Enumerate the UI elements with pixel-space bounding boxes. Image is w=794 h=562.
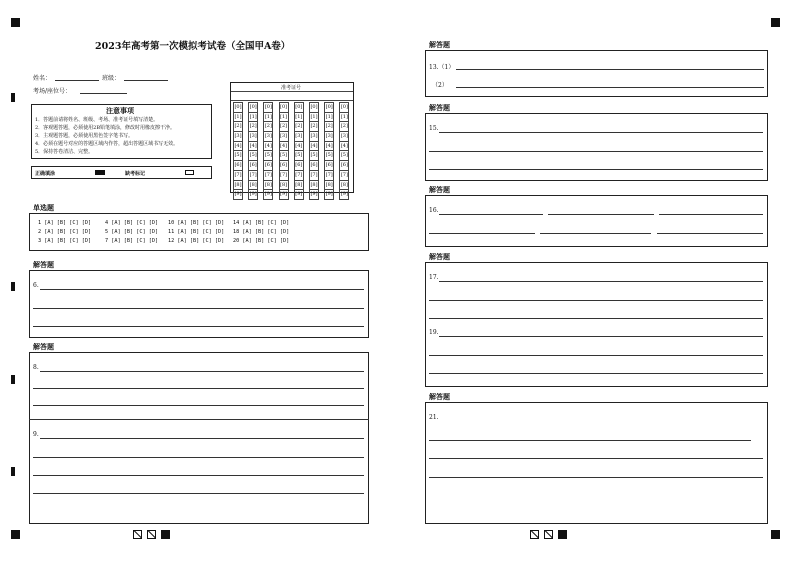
exam-id-digit-bubble[interactable]: [7]	[233, 170, 243, 181]
answer-line[interactable]	[33, 388, 364, 389]
exam-id-digit-bubble[interactable]: [1]	[263, 112, 273, 123]
question-number: 17.	[429, 274, 439, 281]
exam-id-digit-bubble[interactable]: [3]	[263, 131, 273, 142]
page-mark-fill	[161, 530, 170, 539]
mc-question[interactable]: 1 [A] [B] [C] [D]	[38, 220, 92, 226]
timing-mark	[11, 467, 15, 476]
exam-id-digit-bubble[interactable]: [5]	[324, 150, 334, 161]
answer-line[interactable]	[33, 457, 364, 458]
exam-id-column	[279, 102, 289, 199]
exam-id-digit-bubble[interactable]: [9]	[263, 189, 273, 200]
exam-id-digit-bubble[interactable]: [4]	[233, 141, 243, 152]
exam-id-digit-bubble[interactable]: [6]	[248, 160, 258, 171]
exam-id-digit-bubble[interactable]: [4]	[294, 141, 304, 152]
notice-item: 4．必须在题号对应的答题区域内作答，超出答题区域书写无效。	[35, 141, 179, 147]
exam-id-digit-bubble[interactable]: [6]	[263, 160, 273, 171]
exam-id-digit-bubble[interactable]: [0]	[279, 102, 289, 113]
fill-legend	[31, 166, 212, 179]
mc-question[interactable]: 3 [A] [B] [C] [D]	[38, 238, 92, 244]
name-label: 姓名：	[33, 75, 52, 82]
answer-line[interactable]	[429, 355, 763, 356]
exam-id-digit-bubble[interactable]: [3]	[248, 131, 258, 142]
exam-id-digit-bubble[interactable]: [6]	[339, 160, 349, 171]
exam-id-digit-bubble[interactable]: [6]	[309, 160, 319, 171]
answer-line[interactable]	[40, 438, 364, 439]
exam-id-digit-bubble[interactable]: [9]	[324, 189, 334, 200]
exam-id-digit-bubble[interactable]: [5]	[279, 150, 289, 161]
section-label: 解答题	[429, 253, 450, 261]
exam-id-digit-bubble[interactable]: [4]	[339, 141, 349, 152]
exam-id-digit-bubble[interactable]: [5]	[263, 150, 273, 161]
corner-mark-br	[771, 530, 780, 539]
exam-id-digit-bubble[interactable]: [1]	[339, 112, 349, 123]
exam-id-digit-bubble[interactable]: [8]	[279, 180, 289, 191]
answer-box-q13	[425, 50, 768, 97]
exam-id-digit-bubble[interactable]: [0]	[263, 102, 273, 113]
exam-id-digit-bubble[interactable]: [8]	[233, 180, 243, 191]
exam-id-digit-bubble[interactable]: [4]	[324, 141, 334, 152]
exam-id-digit-bubble[interactable]: [1]	[294, 112, 304, 123]
page-mark-slash	[544, 530, 553, 539]
exam-id-digit-bubble[interactable]: [5]	[294, 150, 304, 161]
seat-label: 考场/座位号：	[33, 88, 72, 95]
answer-line[interactable]	[33, 308, 364, 309]
mc-question[interactable]: 14 [A] [B] [C] [D]	[233, 220, 290, 226]
exam-id-digit-bubble[interactable]: [8]	[263, 180, 273, 191]
exam-id-grid	[230, 82, 354, 198]
exam-id-digit-bubble[interactable]: [1]	[233, 112, 243, 123]
question-number: 8.	[33, 364, 39, 371]
exam-id-column	[309, 102, 319, 199]
answer-box-q15	[425, 113, 768, 181]
answer-line[interactable]	[33, 493, 364, 494]
mc-question[interactable]: 7 [A] [B] [C] [D]	[105, 238, 159, 244]
exam-id-digit-bubble[interactable]: [9]	[248, 189, 258, 200]
answer-line[interactable]	[439, 132, 763, 133]
seat-field[interactable]	[80, 93, 127, 94]
answer-line[interactable]	[33, 326, 364, 327]
exam-id-digit-bubble[interactable]: [4]	[248, 141, 258, 152]
exam-id-digit-bubble[interactable]: [3]	[309, 131, 319, 142]
answer-line[interactable]	[456, 87, 764, 88]
exam-id-label: 准考证号	[281, 85, 302, 91]
answer-line[interactable]	[429, 151, 763, 152]
exam-id-digit-bubble[interactable]: [8]	[294, 180, 304, 191]
exam-id-digit-bubble[interactable]: [7]	[279, 170, 289, 181]
section-label: 解答题	[429, 393, 450, 401]
question-number: 21.	[429, 414, 439, 421]
exam-id-digit-bubble[interactable]: [3]	[279, 131, 289, 142]
class-label: 班级：	[102, 75, 121, 82]
mc-question[interactable]: 10 [A] [B] [C] [D]	[168, 220, 225, 226]
answer-line[interactable]	[429, 477, 763, 478]
answer-line[interactable]	[657, 233, 763, 234]
answer-box-q8-q9	[29, 352, 369, 524]
exam-id-digit-bubble[interactable]: [7]	[324, 170, 334, 181]
mc-box	[29, 213, 369, 251]
answer-line[interactable]	[540, 233, 651, 234]
page-title: 2023年高考第一次模拟考试卷（全国甲A卷）	[95, 41, 291, 52]
exam-id-column	[294, 102, 304, 199]
answer-line[interactable]	[548, 214, 654, 215]
exam-id-column	[339, 102, 349, 199]
section-label: 解答题	[33, 261, 54, 269]
exam-id-digit-bubble[interactable]: [9]	[309, 189, 319, 200]
exam-id-digit-bubble[interactable]: [6]	[294, 160, 304, 171]
section-label: 解答题	[429, 41, 450, 49]
exam-id-digit-bubble[interactable]: [2]	[279, 121, 289, 132]
mc-question[interactable]: 4 [A] [B] [C] [D]	[105, 220, 159, 226]
answer-line[interactable]	[40, 371, 364, 372]
timing-mark	[11, 93, 15, 102]
corner-mark-bl	[11, 530, 20, 539]
exam-id-digit-bubble[interactable]: [5]	[248, 150, 258, 161]
exam-id-digit-bubble[interactable]: [0]	[233, 102, 243, 113]
answer-line[interactable]	[429, 373, 763, 374]
page-mark-slash	[147, 530, 156, 539]
exam-id-column	[324, 102, 334, 199]
exam-id-digit-bubble[interactable]: [4]	[309, 141, 319, 152]
question-number: 16.	[429, 207, 439, 214]
exam-id-digit-bubble[interactable]: [3]	[294, 131, 304, 142]
notice-item: 3．主观题答题，必须使用黑色签字笔书写。	[35, 133, 134, 139]
answer-line[interactable]	[456, 69, 764, 70]
mc-question[interactable]: 20 [A] [B] [C] [D]	[233, 238, 290, 244]
absent-mark-label: 缺考标记	[125, 171, 146, 177]
exam-id-digit-bubble[interactable]: [2]	[263, 121, 273, 132]
exam-id-digit-bubble[interactable]: [6]	[279, 160, 289, 171]
exam-id-digit-bubble[interactable]: [2]	[233, 121, 243, 132]
section-label: 解答题	[33, 343, 54, 351]
exam-id-digit-bubble[interactable]: [7]	[263, 170, 273, 181]
answer-box-q16	[425, 195, 768, 247]
section-divider	[29, 419, 369, 420]
exam-id-digit-bubble[interactable]: [2]	[324, 121, 334, 132]
exam-id-digit-bubble[interactable]: [9]	[294, 189, 304, 200]
answer-line[interactable]	[439, 336, 763, 337]
answer-line[interactable]	[439, 281, 763, 282]
page-mark-fill	[558, 530, 567, 539]
answer-line[interactable]	[429, 169, 763, 170]
exam-id-digit-bubble[interactable]: [8]	[309, 180, 319, 191]
question-number: 13.（1）	[429, 64, 455, 71]
exam-id-digit-bubble[interactable]: [2]	[248, 121, 258, 132]
exam-id-digit-bubble[interactable]: [0]	[339, 102, 349, 113]
exam-id-digit-bubble[interactable]: [5]	[309, 150, 319, 161]
answer-box-q6	[29, 270, 369, 338]
notice-item: 1．答题前请将姓名、班级、考场、准考证号填写清楚。	[35, 117, 159, 123]
notice-box	[31, 104, 212, 159]
question-number: 15.	[429, 125, 439, 132]
notice-item: 5．保持答卷清洁、完整。	[35, 149, 94, 155]
exam-id-digit-bubble[interactable]: [9]	[339, 189, 349, 200]
exam-id-digit-bubble[interactable]: [3]	[324, 131, 334, 142]
answer-line[interactable]	[659, 214, 763, 215]
exam-id-digit-bubble[interactable]: [2]	[339, 121, 349, 132]
mc-question[interactable]: 2 [A] [B] [C] [D]	[38, 229, 92, 235]
exam-id-digit-bubble[interactable]: [2]	[294, 121, 304, 132]
exam-id-digit-bubble[interactable]: [9]	[279, 189, 289, 200]
answer-line[interactable]	[429, 440, 751, 441]
exam-id-digit-bubble[interactable]: [0]	[294, 102, 304, 113]
exam-id-digit-bubble[interactable]: [7]	[294, 170, 304, 181]
exam-id-digit-bubble[interactable]: [7]	[309, 170, 319, 181]
answer-line[interactable]	[429, 318, 763, 319]
question-number: （2）	[432, 82, 448, 89]
mc-section-label: 单选题	[33, 204, 54, 212]
correct-fill-label: 正确填涂	[35, 171, 56, 177]
answer-box-q21	[425, 402, 768, 524]
exam-id-digit-bubble[interactable]: [0]	[324, 102, 334, 113]
notice-title: 注意事项	[106, 106, 134, 115]
exam-id-digit-bubble[interactable]: [3]	[233, 131, 243, 142]
absent-mark-box[interactable]	[185, 170, 194, 175]
exam-id-digit-bubble[interactable]: [1]	[279, 112, 289, 123]
exam-id-digit-bubble[interactable]: [6]	[233, 160, 243, 171]
timing-mark	[11, 375, 15, 384]
mc-question[interactable]: 11 [A] [B] [C] [D]	[168, 229, 225, 235]
exam-id-digit-bubble[interactable]: [5]	[339, 150, 349, 161]
mc-question[interactable]: 5 [A] [B] [C] [D]	[105, 229, 159, 235]
exam-id-digit-bubble[interactable]: [2]	[309, 121, 319, 132]
exam-id-digit-bubble[interactable]: [9]	[233, 189, 243, 200]
section-label: 解答题	[429, 104, 450, 112]
corner-mark-tl	[11, 18, 20, 27]
answer-box-q17-q19	[425, 262, 768, 387]
question-number: 9.	[33, 431, 39, 438]
exam-id-column	[248, 102, 258, 199]
mc-question[interactable]: 12 [A] [B] [C] [D]	[168, 238, 225, 244]
answer-line[interactable]	[429, 233, 535, 234]
exam-id-digit-bubble[interactable]: [6]	[324, 160, 334, 171]
exam-id-digit-bubble[interactable]: [7]	[248, 170, 258, 181]
answer-line[interactable]	[429, 300, 763, 301]
exam-id-digit-bubble[interactable]: [1]	[248, 112, 258, 123]
exam-id-digit-bubble[interactable]: [1]	[324, 112, 334, 123]
answer-line[interactable]	[33, 475, 364, 476]
class-field[interactable]	[124, 80, 168, 81]
corner-mark-tr	[771, 18, 780, 27]
exam-id-digit-bubble[interactable]: [8]	[339, 180, 349, 191]
page-mark-slash	[133, 530, 142, 539]
answer-line[interactable]	[33, 405, 364, 406]
correct-fill-sample	[95, 170, 105, 175]
mc-question[interactable]: 18 [A] [B] [C] [D]	[233, 229, 290, 235]
exam-id-digit-bubble[interactable]: [8]	[324, 180, 334, 191]
exam-id-digit-bubble[interactable]: [0]	[248, 102, 258, 113]
exam-id-column	[233, 102, 243, 199]
answer-line[interactable]	[429, 458, 763, 459]
section-label: 解答题	[429, 186, 450, 194]
exam-id-digit-bubble[interactable]: [7]	[339, 170, 349, 181]
exam-id-digit-bubble[interactable]: [8]	[248, 180, 258, 191]
page-mark-slash	[530, 530, 539, 539]
question-number: 19.	[429, 329, 439, 336]
exam-id-digit-bubble[interactable]: [5]	[233, 150, 243, 161]
name-field[interactable]	[55, 80, 99, 81]
answer-line[interactable]	[40, 289, 364, 290]
exam-id-digit-bubble[interactable]: [3]	[339, 131, 349, 142]
exam-id-digit-bubble[interactable]: [4]	[279, 141, 289, 152]
notice-item: 2．客观题答题，必须使用2B铅笔填涂，修改时用橡皮擦干净。	[35, 125, 176, 131]
exam-id-digit-bubble[interactable]: [1]	[309, 112, 319, 123]
timing-mark	[11, 282, 15, 291]
question-number: 6.	[33, 282, 39, 289]
exam-id-column	[263, 102, 273, 199]
exam-id-digit-bubble[interactable]: [4]	[263, 141, 273, 152]
answer-line[interactable]	[439, 214, 543, 215]
exam-id-digit-bubble[interactable]: [0]	[309, 102, 319, 113]
